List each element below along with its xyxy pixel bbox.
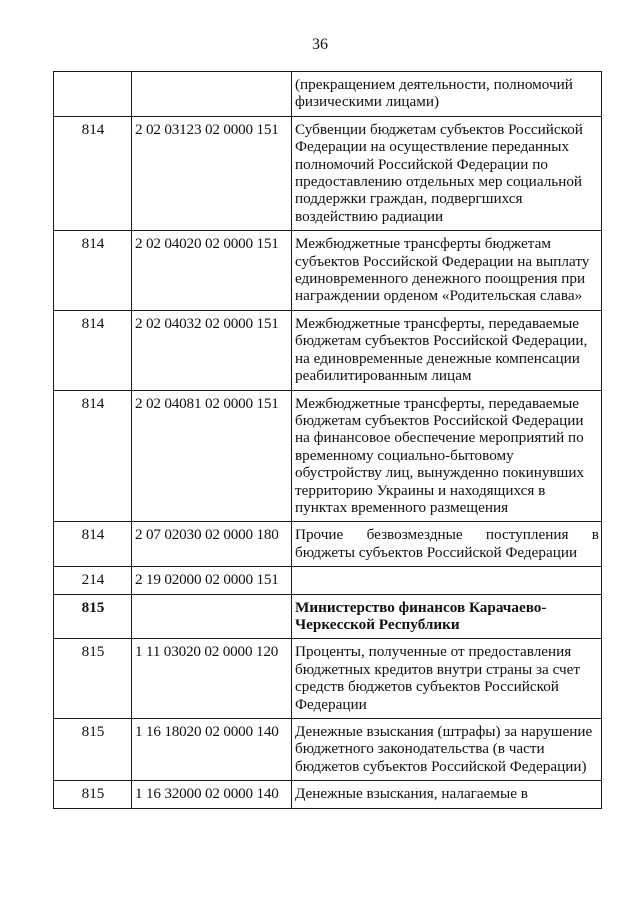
name-line: обустройству лиц, вынужденно покинувших [295,464,585,482]
admin-code-cell: 815 [54,719,132,781]
admin-code-cell: 214 [54,567,132,594]
name-line: Субвенции бюджетам субъектов Российской [295,120,583,138]
name-line: бюджетам субъектов Российской Федерации, [295,332,588,350]
admin-code-cell: 814 [54,116,132,230]
budget-classification-code-cell [132,594,292,639]
budget-classification-code-cell: 2 02 04020 02 0000 151 [132,231,292,311]
budget-classification-code-cell: 1 16 18020 02 0000 140 [132,719,292,781]
name-line: поддержки граждан, подвергшихся [295,190,523,208]
name-line: физическими лицами) [295,93,440,111]
admin-code-cell: 815 [54,639,132,719]
revenue-name-cell [292,781,602,808]
name-line: средств бюджетов субъектов Российской [295,678,559,696]
name-line: пунктах временного размещения [295,498,509,516]
name-line: полномочий Российской Федерации по [295,155,548,173]
name-line: на финансовое обеспечение мероприятий по [295,429,584,447]
name-line: (прекращением деятельности, полномочий [295,76,573,93]
table-row [54,719,602,781]
name-line: Черкесской Республики [295,615,460,633]
name-line: Проценты, полученные от предоставления [295,643,572,661]
name-line: бюджетов субъектов Российской Федерации) [295,757,587,775]
admin-code-cell: 814 [54,390,132,522]
admin-code-cell: 815 [54,781,132,808]
revenue-name-cell [292,719,602,781]
admin-code-cell: 814 [54,310,132,390]
revenue-name-cell [292,390,602,522]
name-line: Межбюджетные трансферты, передаваемые [295,314,580,332]
table-row [54,781,602,808]
table-row [54,390,602,522]
table-row [54,116,602,230]
table-row [54,310,602,390]
name-line: предоставлению отдельных мер социальной [295,173,583,191]
name-line: награждении орденом «Родительская слава» [295,287,583,305]
table-row [54,639,602,719]
revenue-name-cell [292,639,602,719]
admin-code-cell: 815 [54,594,132,639]
admin-code-cell: 814 [54,522,132,567]
name-line: временному социально-бытовому [295,446,514,464]
name-line: Межбюджетные трансферты бюджетам [295,235,551,253]
name-word: в [591,526,599,544]
page-number: 36 [312,36,328,53]
admin-code-cell: 814 [54,231,132,311]
budget-classification-code-cell: 2 02 03123 02 0000 151 [132,116,292,230]
revenue-name-cell [292,594,602,639]
revenue-name-cell [292,567,602,594]
revenue-name-cell [292,310,602,390]
name-word: Прочие [295,526,344,544]
name-line: единовременного денежного поощрения при [295,270,586,288]
table-row [54,231,602,311]
table-row [54,567,602,594]
name-line: Межбюджетные трансферты, передаваемые [295,394,580,412]
name-line: бюджетного законодательства (в части [295,740,545,758]
name-line: бюджеты субъектов Российской Федерации [295,543,578,561]
table-row [54,594,602,639]
name-word: поступления [485,526,569,544]
admin-code-cell [54,72,132,117]
name-line: территорию Украины и находящихся в [295,481,546,499]
name-line: Денежные взыскания, налагаемые в [295,785,528,803]
table-row [54,72,602,117]
budget-classification-code-cell: 1 16 32000 02 0000 140 [132,781,292,808]
budget-classification-code-cell: 2 02 04081 02 0000 151 [132,390,292,522]
budget-classification-code-cell: 2 07 02030 02 0000 180 [132,522,292,567]
name-line: Денежные взыскания (штрафы) за нарушение [295,723,593,740]
name-line: бюджетам субъектов Российской Федерации [295,411,584,429]
revenue-name-cell [292,72,602,117]
revenue-codes-table [53,71,602,809]
name-line: Министерство финансов Карачаево- [295,598,547,616]
name-line: реабилитированным лицам [295,367,472,385]
revenue-name-cell [292,231,602,311]
name-line: Федерации [295,695,367,713]
name-line: Федерации на осуществление переданных [295,138,570,156]
name-word: безвозмездные [366,526,463,544]
table-row [54,522,602,567]
revenue-name-cell [292,522,602,567]
table-body [54,72,602,809]
revenue-name-cell [292,116,602,230]
budget-classification-code-cell: 2 19 02000 02 0000 151 [132,567,292,594]
budget-classification-code-cell: 2 02 04032 02 0000 151 [132,310,292,390]
name-line: на единовременные денежные компенсации [295,349,580,367]
name-line: воздействию радиации [295,207,444,225]
name-line: бюджетных кредитов внутри страны за счет [295,660,581,678]
name-line: субъектов Российской Федерации на выплату [295,252,590,270]
budget-classification-code-cell: 1 11 03020 02 0000 120 [132,639,292,719]
justified-line [295,526,599,543]
budget-classification-code-cell [132,72,292,117]
